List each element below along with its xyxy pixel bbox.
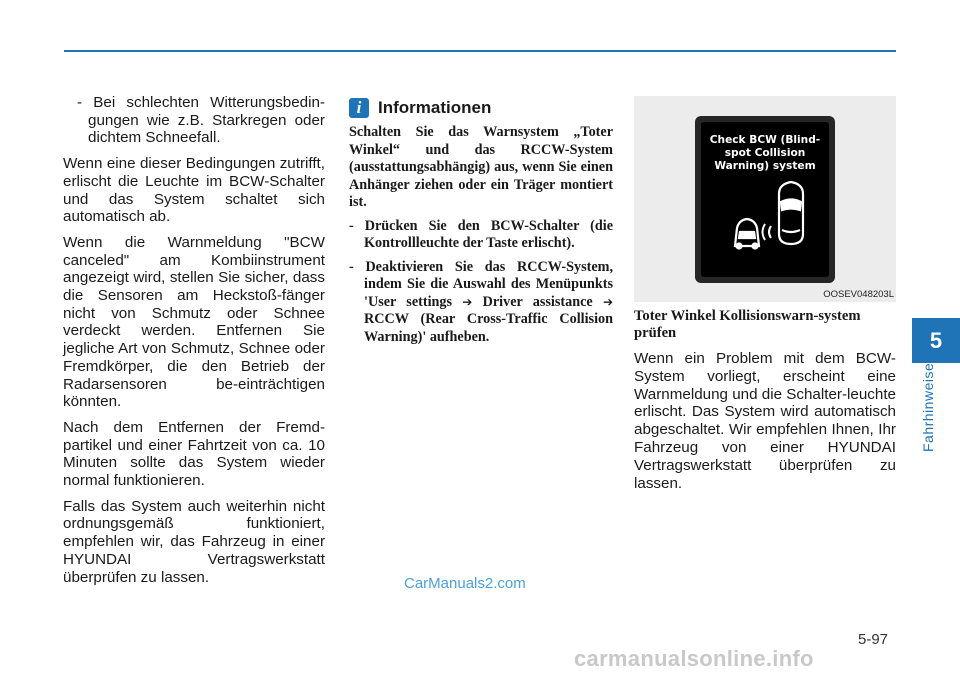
info-icon: i <box>349 98 369 118</box>
info-intro: Schalten Sie das Warnsystem „Toter Winkel“ und das RCCW-System (ausstattungsabhängig) aus, wenn Sie einen Anhänger ziehen oder ein Träger montiert ist. <box>349 124 613 210</box>
paragraph-after-removal: Nach dem Entfernen der Fremd-partikel und einer Fahrtzeit von ca. 10 Minuten sollte das System wieder normal funktionieren. <box>63 418 325 490</box>
right-column <box>634 308 896 492</box>
top-rule <box>64 50 896 52</box>
info-title: Informationen <box>378 98 492 117</box>
info-item-bcw-switch: - Drücken Sie den BCW-Schalter (die Kontrollleuchte der Taste erlischt). <box>349 217 613 251</box>
info-box <box>349 96 613 348</box>
chapter-label: Fahrhinweise <box>920 362 936 452</box>
info-item-rccw-part2: Driver assistance <box>482 293 593 310</box>
paragraph-conditions: Wenn eine dieser Bedingungen zutrifft, erlischt die Leuchte im BCW-Schalter und das System schaltet sich automatisch ab. <box>63 155 325 226</box>
footer-watermark: carmanualsonline.info <box>574 646 814 671</box>
section-heading: Toter Winkel Kollisionswarn-system prüfen <box>634 308 861 341</box>
warning-figure <box>634 96 896 302</box>
figure-code: OOSEV048203L <box>823 289 894 300</box>
radar-wave-icon <box>763 224 772 240</box>
section-body: Wenn ein Problem mit dem BCW-System vorliegt, erscheint eine Warnmeldung und die Schalter-leuchte erlischt. Das System wird automatisch abgeschaltet. Wir empfehlen Ihnen, Ihr Fahrzeug von einer HYUNDAI Vertragswerkstatt überprüfen zu lassen. <box>634 350 896 492</box>
info-item-rccw <box>349 259 613 347</box>
chapter-tab[interactable]: 5 <box>912 318 960 363</box>
watermark-link[interactable]: CarManuals2.com <box>404 575 526 592</box>
info-item-rccw-part3: RCCW (Rear Cross-Traffic Collision Warning)' aufheben. <box>364 311 613 345</box>
other-car-icon <box>735 219 759 249</box>
info-header <box>349 96 613 120</box>
info-item-rccw-part1: - Deaktivieren Sie das RCCW-System, indem Sie die Auswahl des Menüpunkts 'User settings <box>349 258 613 310</box>
arrow-icon: ➔ <box>602 294 614 309</box>
cluster-display <box>695 116 835 283</box>
warning-message: Check BCW (Blind-spot Collision Warning) system <box>709 134 821 172</box>
own-car-icon <box>779 182 803 244</box>
page-number: 5-97 <box>858 631 889 648</box>
display-screen <box>701 122 829 277</box>
paragraph-workshop: Falls das System auch weiterhin nicht ordnungsgemäß funktioniert, empfehlen wir, das Fahrzeug in einer HYUNDAI Vertragswerkstatt überprüfen zu lassen. <box>63 497 325 586</box>
left-column <box>63 94 325 594</box>
vehicles-illustration <box>701 122 829 277</box>
paragraph-bcw-canceled: Wenn die Warnmeldung "BCW canceled" am Kombiinstrument angezeigt wird, stellen Sie sicher, dass die Sensoren am Heckstoß-fänger nicht von Schmutz oder Schnee verdeckt werden. Entfernen Sie jegliche Art von Schmutz, Schnee oder Fremdkörper, die den Betrieb der Radarsensoren be-einträchtigen könnten. <box>63 233 325 411</box>
bullet-weather: - Bei schlechten Witterungsbedin-gungen wie z.B. Starkregen oder dichtem Schneefall. <box>77 94 325 147</box>
arrow-icon: ➔ <box>462 294 473 309</box>
